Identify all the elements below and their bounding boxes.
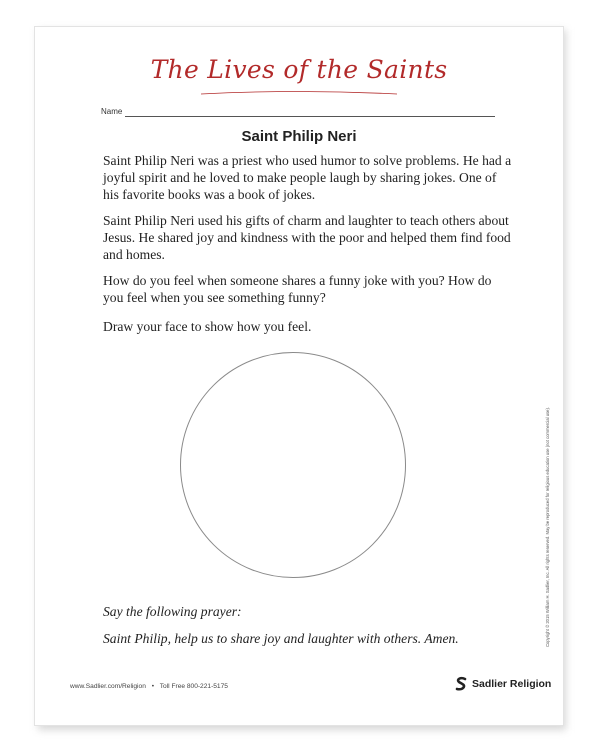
footer-contact [70,683,228,690]
paragraph-3: How do you feel when someone shares a funny joke with you? How do you feel when you see something funny? [103,273,492,305]
paragraph-2: Saint Philip Neri used his gifts of charm and laughter to teach others about Jesus. He shared joy and kindness with the poor and helped them find food and homes. [103,213,511,262]
worksheet-page [34,26,564,726]
face-drawing-circle[interactable] [180,352,406,578]
prayer-intro: Say the following prayer: [103,604,242,619]
footer-separator: • [151,683,155,690]
name-line[interactable] [125,116,495,117]
page-heading: Saint Philip Neri [241,128,357,145]
name-field[interactable] [101,107,495,121]
paragraph-4: Draw your face to show how you feel. [103,319,312,334]
copyright-notice [545,407,557,647]
series-title: The Lives of the Saints [150,55,448,84]
paragraph-1: Saint Philip Neri was a priest who used humor to solve problems. He had a joyful spirit and he loved to make people laugh by sharing jokes. One of his favorite books was a book of jokes. [103,153,512,202]
copyright-text: Copyright © 2015 William H. Sadlier, Inc. All rights reserved. May be reproduced for religious education use (not commercial use). [545,406,550,647]
brand-name: Sadlier Religion [472,678,552,690]
prayer-text: Saint Philip, help us to share joy and laughter with others. Amen. [103,631,459,646]
name-label: Name [101,107,123,116]
footer-phone: Toll Free 800-221-5175 [159,683,228,690]
brand-logo [455,675,551,693]
footer-website[interactable]: www.Sadlier.com/Religion [70,683,146,690]
sadlier-s-logo-icon [455,676,468,692]
title-flourish-icon [199,89,399,97]
